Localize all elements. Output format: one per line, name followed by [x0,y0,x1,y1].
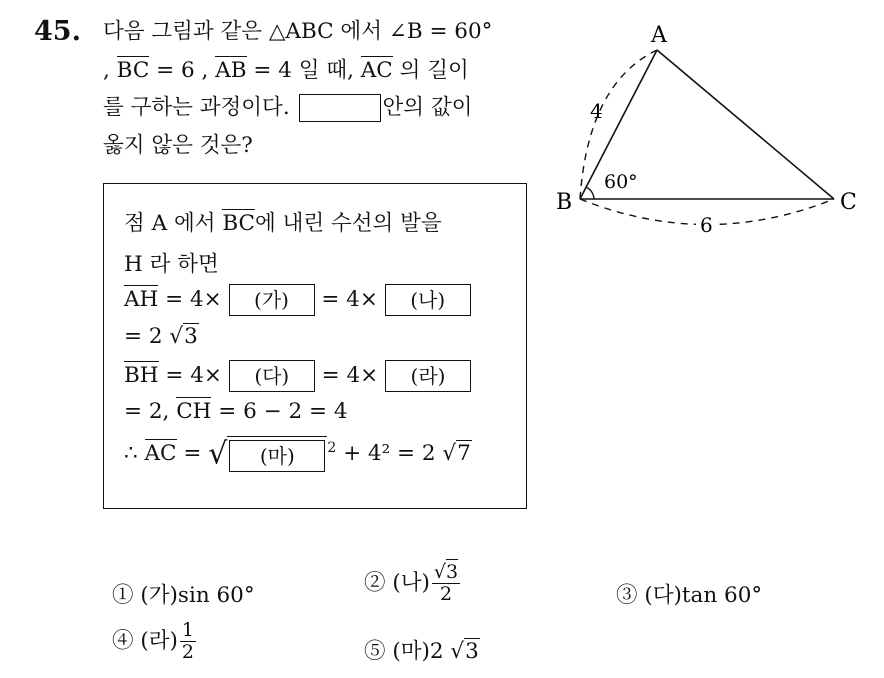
box-line-3 [124,284,471,316]
choice-4-mark: ④ [112,628,134,654]
answer-blank-box [299,94,381,122]
choice-4[interactable] [112,620,196,663]
box-line-6 [124,399,348,424]
choice-1[interactable] [112,578,255,609]
slot-da: (다) [229,360,315,392]
segment-ac: AC [360,58,393,83]
side-ac-line [657,50,834,199]
segment-ab: AB [215,58,247,83]
box-line-4 [124,323,199,349]
segment-bc: BC [116,58,150,83]
box-l7-pre: ∴ [124,441,145,466]
q-l3-pre: 를 구하는 과정이다. [103,95,297,120]
box-segment-ac: AC [144,441,177,466]
q-l2-mid1: = 6 , [149,58,216,83]
box-l7-eq: = [176,441,209,466]
vertex-c-label: C [840,190,857,215]
side-ab-label: 4 [590,99,603,123]
question-line-4: 옳지 않은 것은? [103,133,253,158]
box-segment-bc: BC [222,211,255,236]
box-l3-eq2: = 4× [314,287,385,312]
side-bc-label: 6 [700,213,713,237]
choice-4-denominator: 2 [181,640,194,663]
choice-5[interactable] [364,634,480,665]
box-l5-eq2: = 4× [314,363,385,388]
choice-2-label: (나) [392,570,430,596]
vertex-b-label: B [556,190,573,215]
choice-4-fraction [180,620,196,663]
solution-box [103,183,527,509]
q-l2-mid2: = 4 일 때, [246,58,361,83]
box-line-2: H 라 하면 [124,252,219,277]
slot-ra: (라) [385,360,471,392]
question-number: 45. [34,16,81,47]
question-line-1: 다음 그림과 같은 △ABC 에서 ∠B = 60° [103,19,493,44]
choice-2[interactable] [364,562,460,605]
box-segment-ch: CH [176,399,212,424]
choice-2-radicand: 3 [446,561,459,583]
slot-ga: (가) [229,284,315,316]
question-line-2 [103,53,469,84]
choice-3[interactable] [616,578,762,609]
choice-2-mark: ② [364,570,386,596]
choice-5-label: (마)2 [392,639,451,664]
big-radical-body [227,436,327,472]
box-l6-post: = 6 − 2 = 4 [211,399,348,424]
box-line-5 [124,360,471,392]
box-l1-pre: 점 A 에서 [124,211,223,236]
triangle-figure [548,18,878,248]
sqrt-3-ah-radicand: 3 [184,324,198,349]
slot-ma: (마) [229,440,325,472]
box-l3-eq1: = 4× [158,287,229,312]
choice-2-denominator: 2 [439,582,453,605]
angle-b-label: 60° [604,171,638,193]
q-l2-pre: , [103,58,117,83]
choice-5-sqrt: √3 [450,639,479,664]
box-l7-post1: + 4² = 2 [336,441,443,466]
sqrt-7-result: √7 [442,441,471,466]
box-l5-eq1: = 4× [158,363,229,388]
choice-5-radicand: 3 [465,639,479,664]
sqrt-7-radicand: 7 [457,441,471,466]
box-l4-pre: = 2 [124,324,170,349]
choice-3-mark: ③ [616,583,638,608]
box-line-1 [124,206,442,237]
choice-5-mark: ⑤ [364,639,386,664]
angle-b-arc [586,187,594,199]
box-line-7 [124,436,472,472]
q-l2-post: 의 길이 [392,58,469,83]
square-exponent: 2 [327,439,337,456]
choice-4-numerator: 1 [181,619,194,641]
choice-1-mark: ① [112,583,134,608]
q-l3-post: 안의 값이 [382,95,473,120]
choice-3-text: (다)tan 60° [644,583,763,608]
box-l6-pre: = 2, [124,399,177,424]
question-line-3 [103,90,472,122]
box-l1-post: 에 내린 수선의 발을 [255,211,442,236]
choice-2-numerator: √3 [433,561,459,583]
slot-na: (나) [385,284,471,316]
vertex-a-label: A [651,23,667,48]
choice-4-label: (라) [140,628,178,654]
box-segment-bh: BH [124,363,159,388]
choice-1-text: (가)sin 60° [140,583,255,608]
choice-2-fraction [432,562,460,605]
sqrt-3-ah: √3 [169,324,198,349]
big-radical-sign: √ [208,436,228,472]
box-segment-ah: AH [124,287,159,312]
